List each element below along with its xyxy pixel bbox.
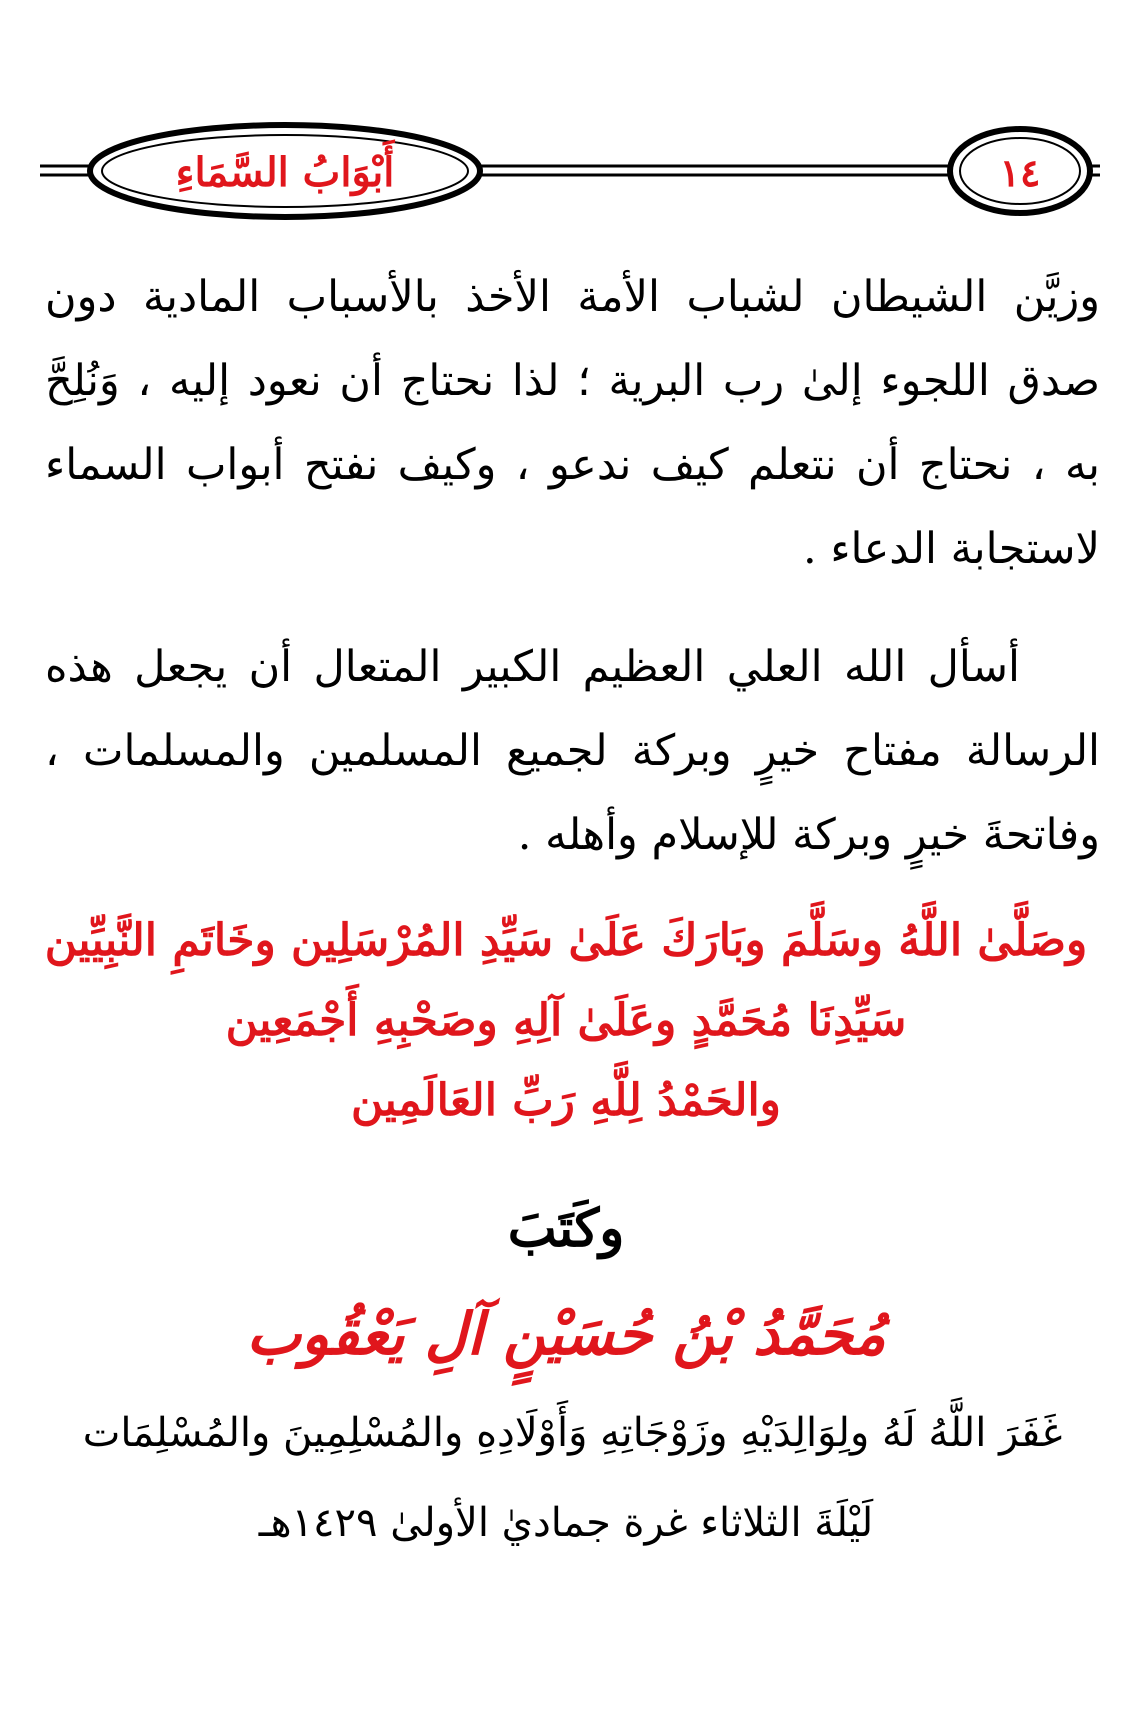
closing-line-1: وصَلَّىٰ اللَّهُ وسَلَّمَ وبَارَكَ عَلَىٰ سَيِّدِ المُرْسَلِين وخَاتَمِ النَّبِيِّين bbox=[44, 915, 1088, 966]
paragraph-2: أسأل الله العلي العظيم الكبير المتعال أن يجعل هذه الرسالة مفتاح خيرٍ وبركة لجميع المسلمين والمسلمات ، وفاتحةَ خيرٍ وبركة للإسلام وأهله . bbox=[45, 642, 1100, 860]
page-header bbox=[40, 120, 1100, 225]
paragraph-1: وزيَّن الشيطان لشباب الأمة الأخذ بالأسباب المادية دون صدق اللجوء إلىٰ رب البرية ؛ لذا نحتاج أن نعود إليه ، وَنُلِحَّ به ، نحتاج أن نتعلم كيف ندعو ، وكيف نفتح أبواب السماء لاستجابة الدعاء . bbox=[45, 272, 1100, 574]
closing-line-2: سَيِّدِنَا مُحَمَّدٍ وعَلَىٰ آلِهِ وصَحْبِهِ أَجْمَعِين bbox=[225, 995, 907, 1046]
closing-line-3: والحَمْدُ لِلَّهِ رَبِّ العَالَمِين bbox=[351, 1075, 781, 1126]
book-title: أَبْوَابُ السَّمَاءِ bbox=[175, 148, 395, 196]
author-name: مُحَمَّدُ بْنُ حُسَيْنٍ آلِ يَعْقُوب bbox=[246, 1300, 886, 1368]
writing-date: لَيْلَةَ الثلاثاء غرة جماديٰ الأولىٰ ١٤٢٩هـ bbox=[258, 1500, 874, 1546]
page-number: ١٤ bbox=[999, 149, 1041, 195]
wrote-label: وكَتَبَ bbox=[507, 1198, 625, 1259]
author-dua: غَفَرَ اللَّهُ لَهُ ولِوَالِدَيْهِ وزَوْجَاتِهِ وَأَوْلَادِهِ والمُسْلِمِينَ والمُسْلِمَات bbox=[82, 1410, 1063, 1456]
